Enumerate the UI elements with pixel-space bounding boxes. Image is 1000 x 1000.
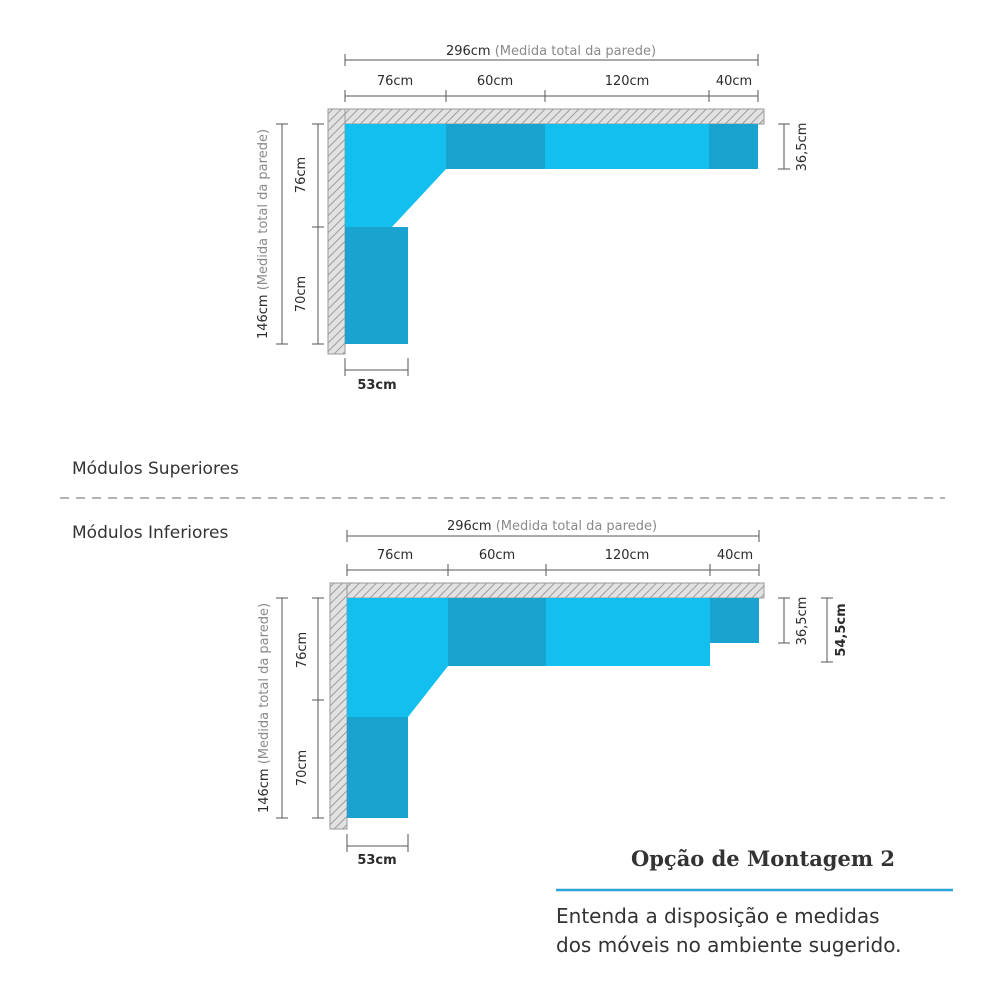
lower-depth-label: 36,5cm [795,596,810,646]
upper-left-wall [328,109,345,354]
upper-total-height-label: 146cm (Medida total da parede) [256,128,271,340]
lower-width-60: 60cm [478,548,516,563]
lower-height-76: 76cm [295,631,310,669]
upper-modules-diagram [256,44,810,393]
lower-width-40: 40cm [716,548,754,563]
lower-width-76: 76cm [376,548,414,563]
upper-side-width-label: 53cm [357,378,397,393]
upper-depth-label: 36,5cm [795,122,810,172]
upper-corner-module [345,124,446,227]
upper-width-120: 120cm [604,74,650,89]
caption-line-1: Entenda a disposição e medidas [556,904,880,928]
upper-side-module-70 [345,227,408,344]
lower-total-height-label: 146cm (Medida total da parede) [257,602,272,814]
lower-module-40 [710,598,759,643]
upper-width-60: 60cm [476,74,514,89]
lower-top-wall [330,583,764,598]
upper-total-width-label: 296cm (Medida total da parede) [445,44,657,59]
lower-total-width-label: 296cm (Medida total da parede) [446,519,658,534]
upper-section-label: Módulos Superiores [72,459,239,479]
caption-line-2: dos móveis no ambiente sugerido. [556,933,902,957]
lower-height-70: 70cm [295,749,310,787]
lower-width-120: 120cm [604,548,650,563]
upper-width-76: 76cm [376,74,414,89]
upper-top-wall [328,109,764,124]
lower-side-module-70 [347,717,408,818]
upper-module-120 [545,124,709,169]
lower-side-width-label: 53cm [357,853,397,868]
lower-module-60 [448,598,546,666]
lower-left-wall [330,583,347,829]
caption [556,846,953,957]
upper-height-76: 76cm [294,156,309,194]
upper-module-40 [709,124,758,169]
caption-title: Opção de Montagem 2 [630,846,895,871]
lower-corner-module [347,598,448,717]
lower-module-120 [546,598,710,666]
lower-depth-total-label: 54,5cm [834,603,849,657]
lower-modules-diagram [257,519,849,868]
upper-width-40: 40cm [715,74,753,89]
upper-module-60 [446,124,545,169]
lower-section-label: Módulos Inferiores [72,523,229,543]
upper-height-70: 70cm [294,275,309,313]
